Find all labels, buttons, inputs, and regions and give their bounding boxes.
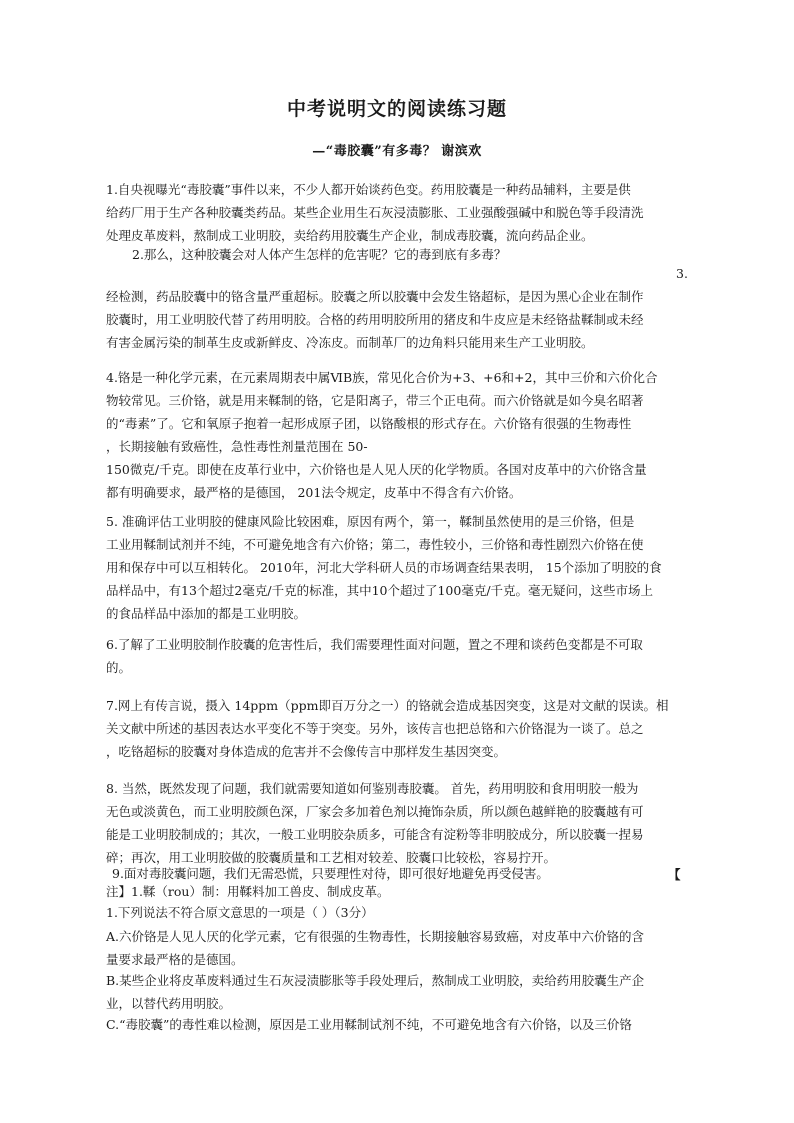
- text-line: 9.面对毒胶囊问题，我们无需恐慌，只要理性对待，即可很好地避免再受侵害。: [112, 866, 549, 881]
- text-line: 物较常见。三价铬，就是用来鞣制的铬，它是阳离子，带三个正电荷。而六价铬就是如今臭名昭著: [106, 393, 644, 408]
- text-line: 量要求最严格的是德国。: [106, 952, 244, 967]
- text-line: 5. 准确评估工业明胶的健康风险比较困难，原因有两个，第一，鞣制虽然使用的是三价铬，但是: [106, 514, 635, 529]
- text-line: 品样品中，有13个超过2毫克/千克的标准，其中10个超过了100毫克/千克。毫无疑问，这些市场上: [106, 583, 654, 598]
- paragraph-6: [106, 633, 686, 679]
- text-line: 处理皮革废料，熬制成工业明胶，卖给药用胶囊生产企业，制成毒胶囊，流向药品企业。: [106, 228, 594, 243]
- text-line: ，吃铬超标的胶囊对身体造成的危害并不会像传言中那样发生基因突变。: [106, 744, 507, 759]
- paragraph-3-number: 3.: [676, 266, 688, 281]
- text-line: 1.下列说法不符合原文意思的一项是（ ）（3分）: [106, 905, 374, 920]
- text-line: 碎；再次，用工业明胶做的胶囊质量和工艺相对较差、胶囊口比较松，容易拧开。: [106, 850, 557, 865]
- text-line: A.六价铬是人见人厌的化学元素，它有很强的生物毒性，长期接触容易致癌，对皮革中六价铬的含: [106, 929, 645, 944]
- paragraph-5: [106, 510, 686, 625]
- text-line: 1.自央视曝光“毒胶囊”事件以来，不少人都开始谈药色变。药用胶囊是一种药品辅料，主要是供: [106, 182, 631, 197]
- paragraph-1: [106, 178, 686, 247]
- annotation-and-question: [106, 881, 686, 923]
- paragraph-2: [132, 243, 712, 266]
- text-line: 的。: [106, 660, 132, 675]
- text-line: B.某些企业将皮革废料通过生石灰浸渍膨胀等手段处理后，熬制成工业明胶，卖给药用胶囊生产企: [106, 973, 645, 988]
- text-line: 给药厂用于生产各种胶囊类药品。某些企业用生石灰浸渍膨胀、工业强酸强碱中和脱色等手段清洗: [106, 205, 644, 220]
- paragraph-3: [106, 285, 686, 354]
- text-line: 工业用鞣制试剂并不纯，不可避免地含有六价铬；第二，毒性较小，三价铬和毒性剧烈六价铬在使: [106, 537, 644, 552]
- text-line: 的食品样品中添加的都是工业明胶。: [106, 606, 307, 621]
- text-line: 4.铬是一种化学元素，在元素周期表中属ⅥB族，常见化合价为+3、+6和+2，其中三价和六价化合: [106, 370, 658, 385]
- text-line: 关文献中所述的基因表达水平变化不等于突变。另外，该传言也把总铬和六价铬混为一谈了。总之: [106, 721, 644, 736]
- document-title: 中考说明文的阅读练习题: [286, 98, 507, 120]
- text-line: ，长期接触有致癌性，急性毒性剂量范围在 50-: [106, 439, 368, 454]
- text-line: 8. 当然，既然发现了问题，我们就需要知道如何鉴别毒胶囊。 首先，药用明胶和食用明胶一般为: [106, 781, 639, 796]
- text-line: 6.了解了工业明胶制作胶囊的危害性后，我们需要理性面对问题，置之不理和谈药色变都是不可取: [106, 637, 643, 652]
- paragraph-4: [106, 366, 686, 504]
- text-line: 胶囊时，用工业明胶代替了药用明胶。合格的药用明胶所用的猪皮和牛皮应是未经铬盐鞣制或未经: [106, 312, 644, 327]
- text-line: 注】1.鞣（rou）制：用鞣料加工兽皮、制成皮革。: [106, 884, 390, 899]
- note-open-bracket: 【: [668, 867, 681, 882]
- text-line: 业，以替代药用明胶。: [106, 996, 232, 1011]
- paragraph-8: [106, 777, 686, 869]
- option-a: [106, 925, 686, 971]
- option-b: [106, 969, 686, 1015]
- text-line: 用和保存中可以互相转化。 2010年，河北大学科研人员的市场调查结果表明， 15个添加了明胶的食: [106, 560, 662, 575]
- document-subtitle: —“毒胶囊”有多毒？ 谢滨欢: [312, 144, 482, 159]
- text-line: 经检测，药品胶囊中的铬含量严重超标。胶囊之所以胶囊中会发生铬超标，是因为黑心企业在制作: [106, 289, 644, 304]
- text-line: 2.那么，这种胶囊会对人体产生怎样的危害呢？它的毒到底有多毒？: [132, 247, 507, 262]
- text-line: C.“毒胶囊”的毒性难以检测，原因是工业用鞣制试剂不纯，不可避免地含有六价铬，以及三价铬: [106, 1017, 632, 1032]
- text-line: 的“毒素”了。它和氧原子抱着一起形成原子团，以铬酸根的形式存在。六价铬有很强的生物毒性: [106, 416, 632, 431]
- text-line: 7.网上有传言说，摄入 14ppm（ppm即百万分之一）的铬就会造成基因突变，这是对文献的误读。相: [106, 698, 669, 713]
- text-line: 都有明确要求，最严格的是德国， 201法令规定，皮革中不得含有六价铬。: [106, 485, 522, 500]
- text-line: 150微克/千克。即使在皮革行业中，六价铬也是人见人厌的化学物质。各国对皮革中的六价铬含量: [106, 462, 647, 477]
- text-line: 无色或淡黄色，而工业明胶颜色深，厂家会多加着色剂以掩饰杂质，所以颜色越鲜艳的胶囊越有可: [106, 804, 644, 819]
- text-line: 有害金属污染的制革生皮或新鲜皮、冷冻皮。而制革厂的边角料只能用来生产工业明胶。: [106, 335, 594, 350]
- paragraph-7: [106, 694, 686, 763]
- text-line: 能是工业明胶制成的；其次，一般工业明胶杂质多，可能含有淀粉等非明胶成分，所以胶囊一捏易: [106, 827, 644, 842]
- option-c: [106, 1013, 686, 1036]
